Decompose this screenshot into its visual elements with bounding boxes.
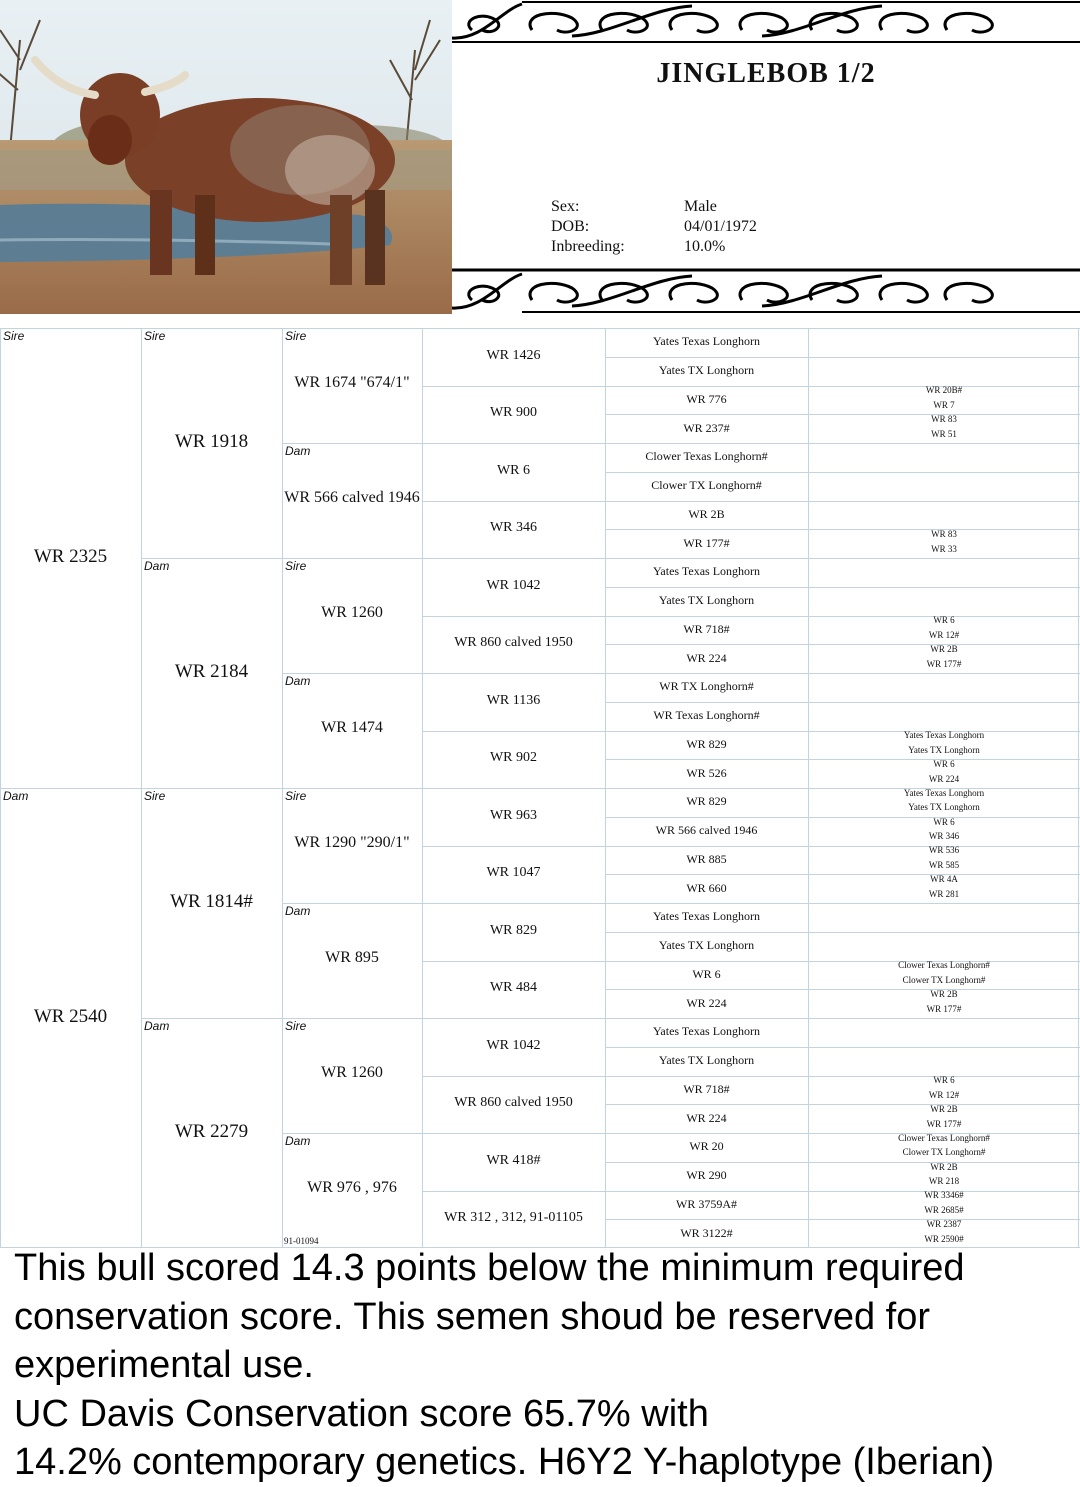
pedigree-cell-gen5: [605, 903, 808, 932]
ancestor-name: WR 177#: [926, 658, 962, 669]
grid-hline: [605, 616, 808, 617]
pedigree-cell-gen6: [808, 788, 1080, 817]
pedigree-cell-gen4: [422, 1191, 605, 1249]
pedigree-cell-gen5: [605, 874, 808, 903]
ancestor-name: Clower TX Longhorn#: [902, 974, 986, 985]
animal-name: WR 1260: [321, 603, 383, 621]
dob-label: DOB:: [551, 218, 590, 235]
pedigree-cell-gen4: [422, 1133, 605, 1191]
animal-name: WR 290: [686, 1168, 727, 1183]
grid-hline: [605, 357, 808, 358]
pedigree-cell-gen5: [605, 759, 808, 788]
pedigree-cell-gen5: [605, 702, 808, 731]
pedigree-cell-gen6: [808, 414, 1080, 443]
pedigree-cell-gen5: [605, 587, 808, 616]
animal-name: Yates Texas Longhorn: [652, 334, 761, 349]
grid-hline: [605, 501, 808, 502]
pedigree-cell-gen6: [808, 846, 1080, 875]
scroll-border-bottom-icon: [452, 268, 1080, 314]
dob-value: 04/01/1972: [684, 218, 757, 235]
pedigree-cell-gen3: [282, 903, 422, 1018]
grid-hline: [808, 1018, 1080, 1019]
sex-row: [551, 197, 757, 217]
pedigree-cell-gen5: [605, 1047, 808, 1076]
note-line: conservation score. This semen shoud be reserved for: [14, 1295, 930, 1338]
pedigree-cell-gen5: [605, 731, 808, 760]
ancestor-name: Clower TX Longhorn#: [902, 1147, 986, 1158]
pedigree-cell-gen6: [808, 1191, 1080, 1220]
pedigree-cell-gen5: [605, 1076, 808, 1105]
pedigree-cell-gen6: [808, 472, 1080, 501]
pedigree-cell-gen2: [141, 558, 282, 788]
parent-role-label: Dam: [285, 904, 311, 918]
animal-name: Yates Texas Longhorn: [652, 1024, 761, 1039]
bull-photo: [0, 0, 452, 314]
animal-name-title: JINGLEBOB 1/2: [656, 58, 876, 89]
grid-hline: [605, 731, 808, 732]
ancestor-name: WR 2B: [930, 1161, 958, 1172]
grid-hline: [808, 558, 1080, 559]
pedigree-cell-gen1: [0, 328, 141, 788]
animal-name: WR 484: [489, 980, 538, 996]
animal-name: WR 2279: [174, 1121, 249, 1142]
parent-role-label: Dam: [144, 1019, 170, 1033]
pedigree-cell-gen5: [605, 989, 808, 1018]
grid-hline: [605, 1219, 808, 1220]
pedigree-cell-gen3: [282, 1133, 422, 1248]
pedigree-cell-gen6: [808, 874, 1080, 903]
grid-hline: [422, 1076, 605, 1077]
parent-role-label: Sire: [285, 789, 307, 803]
pedigree-cell-gen5: [605, 817, 808, 846]
pedigree-cell-gen6: [808, 817, 1080, 846]
ancestor-name: WR 585: [928, 859, 960, 870]
animal-header: [452, 0, 1080, 314]
animal-name: WR 829: [686, 736, 727, 751]
pedigree-cell-gen4: [422, 1018, 605, 1076]
pedigree-cell-gen4: [422, 616, 605, 674]
animal-name: WR 1136: [486, 692, 541, 708]
note-line: This bull scored 14.3 points below the minimum required: [14, 1247, 965, 1289]
pedigree-cell-gen5: [605, 386, 808, 415]
animal-name: WR Texas Longhorn#: [653, 708, 760, 723]
ancestor-name: WR 33: [931, 543, 957, 554]
animal-name: Yates Texas Longhorn: [652, 909, 761, 924]
animal-name: WR 177#: [683, 535, 730, 550]
pedigree-cell-gen5: [605, 616, 808, 645]
animal-name: WR 566 calved 1946: [284, 488, 420, 506]
animal-name: WR 976 , 976: [307, 1178, 397, 1196]
animal-name: WR 3122#: [680, 1225, 733, 1240]
parent-role-label: Sire: [3, 329, 25, 343]
grid-hline: [808, 443, 1080, 444]
grid-hline: [808, 673, 1080, 674]
pedigree-cell-gen6: [808, 702, 1080, 731]
pedigree-cell-gen6: [808, 587, 1080, 616]
grid-hline: [422, 1191, 605, 1192]
animal-name: WR 895: [325, 948, 379, 966]
grid-hline: [808, 903, 1080, 904]
animal-name: WR 1260: [321, 1063, 383, 1081]
bull-photo-illustration: [0, 0, 452, 314]
grid-hline: [605, 1191, 808, 1192]
ancestor-name: WR 177#: [926, 1118, 962, 1129]
pedigree-cell-gen4: [422, 386, 605, 444]
pedigree-cell-gen5: [605, 1018, 808, 1047]
grid-hline: [808, 472, 1080, 473]
animal-name: WR 1674 "674/1": [294, 373, 410, 391]
pedigree-cell-gen6: [808, 903, 1080, 932]
grid-hline: [605, 874, 808, 875]
grid-hline: [808, 357, 1080, 358]
grid-hline: [605, 1104, 808, 1105]
animal-name: WR 566 calved 1946: [655, 823, 758, 838]
ancestor-name: WR 346: [928, 831, 960, 842]
ancestor-name: WR 281: [928, 888, 960, 899]
pedigree-cell-gen5: [605, 788, 808, 817]
grid-hline: [605, 1162, 808, 1163]
animal-name: Clower Texas Longhorn#: [645, 449, 768, 464]
pedigree-cell-gen5: [605, 328, 808, 357]
pedigree-cell-gen6: [808, 1018, 1080, 1047]
pedigree-cell-gen5: [605, 1133, 808, 1162]
animal-name: WR 20: [689, 1139, 724, 1154]
grid-hline: [605, 673, 808, 674]
pedigree-chart: [0, 328, 1080, 1248]
pedigree-cell-gen2: [141, 328, 282, 558]
pedigree-cell-gen6: [808, 989, 1080, 1018]
ancestor-name: WR 2685#: [924, 1204, 964, 1215]
animal-name: WR 224: [686, 650, 727, 665]
pedigree-cell-gen6: [808, 759, 1080, 788]
grid-hline: [422, 903, 605, 904]
grid-hline: [422, 731, 605, 732]
animal-name: Yates Texas Longhorn: [652, 564, 761, 579]
grid-hline: [422, 788, 605, 789]
animal-name: WR 660: [686, 880, 727, 895]
grid-hline: [605, 414, 808, 415]
pedigree-cell-gen5: [605, 846, 808, 875]
ancestor-name: Clower Texas Longhorn#: [898, 960, 990, 971]
animal-name: WR 224: [686, 1110, 727, 1125]
scroll-border-top-icon: [452, 0, 1080, 46]
parent-role-label: Sire: [285, 559, 307, 573]
ancestor-name: WR 2590#: [924, 1233, 964, 1244]
grid-hline: [605, 644, 808, 645]
ancestor-name: WR 7: [933, 399, 955, 410]
animal-name: Clower TX Longhorn#: [651, 478, 762, 493]
ancestor-name: Yates Texas Longhorn: [903, 730, 985, 741]
ancestor-name: WR 3346#: [924, 1190, 964, 1201]
animal-name: WR 1042: [486, 577, 541, 593]
animal-name: WR 900: [489, 405, 538, 421]
ancestor-name: WR 536: [928, 845, 960, 856]
grid-hline: [422, 386, 605, 387]
pedigree-cell-gen6: [808, 932, 1080, 961]
pedigree-cell-gen5: [605, 1104, 808, 1133]
grid-hline: [422, 501, 605, 502]
pedigree-cell-gen5: [605, 414, 808, 443]
animal-name: WR 1814#: [170, 891, 253, 912]
pedigree-cell-gen2: [141, 1018, 282, 1248]
animal-name: WR 2B: [688, 506, 725, 521]
pedigree-cell-gen3: [282, 1018, 422, 1133]
grid-hline: [605, 759, 808, 760]
grid-hline: [605, 903, 808, 904]
grid-hline: [605, 587, 808, 588]
note-line: experimental use.: [14, 1344, 314, 1386]
animal-name: WR 1047: [486, 865, 541, 881]
inbreeding-value: 10.0%: [684, 238, 726, 255]
ancestor-name: Clower Texas Longhorn#: [898, 1132, 990, 1143]
pedigree-cell-gen5: [605, 443, 808, 472]
pedigree-cell-gen5: [605, 673, 808, 702]
grid-hline: [605, 1076, 808, 1077]
pedigree-cell-gen6: [808, 328, 1080, 357]
animal-name: WR 963: [489, 807, 538, 823]
ancestor-name: WR 2B: [930, 644, 958, 655]
grid-hline: [605, 443, 808, 444]
animal-info: [551, 197, 757, 257]
grid-hline: [422, 1018, 605, 1019]
grid-hline: [605, 788, 808, 789]
animal-name: WR 224: [686, 995, 727, 1010]
pedigree-cell-gen6: [808, 501, 1080, 530]
ancestor-name: WR 6: [933, 615, 955, 626]
parent-role-label: Sire: [144, 329, 166, 343]
animal-name: WR 6: [692, 966, 721, 981]
pedigree-cell-gen1: [0, 788, 141, 1248]
ancestor-name: WR 51: [931, 428, 957, 439]
parent-role-label: Dam: [144, 559, 170, 573]
pedigree-cell-gen4: [422, 443, 605, 501]
grid-hline: [422, 616, 605, 617]
grid-hline: [605, 989, 808, 990]
ancestor-name: WR 6: [933, 1075, 955, 1086]
animal-name: Yates TX Longhorn: [658, 593, 755, 608]
animal-name: WR 1426: [486, 347, 541, 363]
grid-hline: [605, 1133, 808, 1134]
grid-hline: [808, 587, 1080, 588]
grid-hline: [808, 501, 1080, 502]
animal-name: Yates TX Longhorn: [658, 1053, 755, 1068]
pedigree-cell-gen5: [605, 932, 808, 961]
pedigree-cell-gen3: [282, 788, 422, 903]
grid-hline: [422, 1133, 605, 1134]
grid-hline: [605, 529, 808, 530]
pedigree-cell-gen6: [808, 357, 1080, 386]
animal-name: WR 6: [496, 462, 531, 478]
animal-name: WR TX Longhorn#: [659, 679, 754, 694]
grid-hline: [422, 961, 605, 962]
animal-name: Yates TX Longhorn: [658, 363, 755, 378]
ancestor-name: Yates TX Longhorn: [908, 744, 980, 755]
grid-hline: [808, 702, 1080, 703]
pedigree-cell-gen6: [808, 1047, 1080, 1076]
pedigree-cell-gen3: [282, 328, 422, 443]
pedigree-cell-gen3: [282, 558, 422, 673]
grid-hline: [605, 932, 808, 933]
pedigree-cell-gen6: [808, 731, 1080, 760]
parent-role-label: Sire: [285, 1019, 307, 1033]
grid-hline: [422, 673, 605, 674]
grid-hline: [605, 1018, 808, 1019]
pedigree-cell-gen5: [605, 558, 808, 587]
pedigree-cell-gen4: [422, 673, 605, 731]
sex-label: Sex:: [551, 198, 580, 215]
sex-value: Male: [684, 198, 717, 215]
ancestor-name: WR 6: [933, 816, 955, 827]
pedigree-cell-gen4: [422, 501, 605, 559]
parent-role-label: Dam: [3, 789, 29, 803]
animal-name: Yates TX Longhorn: [658, 938, 755, 953]
grid-hline: [605, 817, 808, 818]
ancestor-name: WR 20B#: [925, 385, 963, 396]
ancestor-name: WR 2B: [930, 989, 958, 1000]
registration-note: 91-01094: [284, 1236, 319, 1246]
animal-name: WR 776: [686, 391, 727, 406]
animal-name: WR 237#: [683, 420, 730, 435]
ancestor-name: Yates Texas Longhorn: [903, 787, 985, 798]
inbreeding-row: [551, 237, 757, 257]
animal-name: WR 1474: [321, 718, 383, 736]
animal-name: WR 2184: [174, 661, 249, 682]
pedigree-cell-gen5: [605, 961, 808, 990]
pedigree-cell-gen5: [605, 1162, 808, 1191]
parent-role-label: Sire: [285, 329, 307, 343]
grid-hline: [605, 961, 808, 962]
pedigree-cell-gen6: [808, 1076, 1080, 1105]
animal-name: WR 902: [489, 750, 538, 766]
animal-name: WR 860 calved 1950: [454, 1095, 573, 1111]
pedigree-cell-gen4: [422, 961, 605, 1019]
ancestor-name: WR 2387: [926, 1219, 962, 1230]
ancestor-name: WR 12#: [928, 629, 960, 640]
animal-name: WR 1918: [174, 431, 249, 452]
animal-name: WR 3759A#: [676, 1196, 737, 1211]
pedigree-cell-gen4: [422, 788, 605, 846]
grid-hline: [422, 558, 605, 559]
ancestor-name: WR 218: [928, 1176, 960, 1187]
grid-hline: [605, 1047, 808, 1048]
grid-hline: [605, 472, 808, 473]
grid-hline: [808, 1047, 1080, 1048]
pedigree-cell-gen5: [605, 357, 808, 386]
pedigree-cell-gen4: [422, 1076, 605, 1134]
pedigree-cell-gen6: [808, 616, 1080, 645]
ancestor-name: WR 4A: [930, 874, 958, 885]
animal-name: WR 526: [686, 765, 727, 780]
animal-name: WR 860 calved 1950: [454, 635, 573, 651]
pedigree-cell-gen3: [282, 443, 422, 558]
animal-name: WR 346: [489, 520, 538, 536]
pedigree-cell-gen5: [605, 501, 808, 530]
ancestor-name: WR 2B: [930, 1104, 958, 1115]
pedigree-cell-gen3: [282, 673, 422, 788]
ancestor-name: WR 12#: [928, 1089, 960, 1100]
animal-name: WR 885: [686, 851, 727, 866]
parent-role-label: Dam: [285, 1134, 311, 1148]
ancestor-name: Yates TX Longhorn: [908, 802, 980, 813]
grid-hline: [605, 702, 808, 703]
inbreeding-label: Inbreeding:: [551, 238, 625, 255]
pedigree-cell-gen6: [808, 386, 1080, 415]
pedigree-cell-gen5: [605, 529, 808, 558]
grid-hline: [422, 846, 605, 847]
grid-hline: [605, 386, 808, 387]
ancestor-name: WR 177#: [926, 1003, 962, 1014]
animal-name: WR 2325: [33, 546, 108, 567]
pedigree-cell-gen4: [422, 846, 605, 904]
pedigree-cell-gen4: [422, 558, 605, 616]
pedigree-cell-gen6: [808, 529, 1080, 558]
pedigree-cell-gen4: [422, 731, 605, 789]
pedigree-cell-gen6: [808, 1162, 1080, 1191]
animal-name: WR 718#: [683, 621, 730, 636]
ancestor-name: WR 83: [931, 414, 957, 425]
animal-name: WR 829: [489, 922, 538, 938]
ancestor-name: WR 6: [933, 759, 955, 770]
pedigree-cell-gen5: [605, 472, 808, 501]
grid-hline: [605, 846, 808, 847]
pedigree-cell-gen6: [808, 673, 1080, 702]
grid-hline: [605, 558, 808, 559]
pedigree-cell-gen4: [422, 328, 605, 386]
grid-hline: [422, 443, 605, 444]
pedigree-cell-gen6: [808, 961, 1080, 990]
conservation-notes: [14, 1244, 1074, 1487]
pedigree-cell-gen6: [808, 644, 1080, 673]
pedigree-cell-gen6: [808, 443, 1080, 472]
pedigree-cell-gen6: [808, 558, 1080, 587]
animal-name: WR 829: [686, 794, 727, 809]
animal-name: WR 2540: [33, 1006, 108, 1027]
note-line: 14.2% contemporary genetics. H6Y2 Y-haplotype (Iberian): [14, 1441, 995, 1483]
pedigree-cell-gen4: [422, 903, 605, 961]
animal-name: WR 1042: [486, 1037, 541, 1053]
grid-hline: [808, 932, 1080, 933]
dob-row: [551, 217, 757, 237]
animal-name: WR 418#: [486, 1152, 541, 1168]
ancestor-name: WR 83: [931, 529, 957, 540]
pedigree-cell-gen6: [808, 1104, 1080, 1133]
note-line: UC Davis Conservation score 65.7% with: [14, 1392, 709, 1435]
parent-role-label: Sire: [144, 789, 166, 803]
animal-name: WR 718#: [683, 1081, 730, 1096]
parent-role-label: Dam: [285, 444, 311, 458]
animal-name: WR 1290 "290/1": [294, 833, 410, 851]
pedigree-cell-gen6: [808, 1133, 1080, 1162]
pedigree-cell-gen5: [605, 1191, 808, 1220]
pedigree-cell-gen5: [605, 644, 808, 673]
pedigree-cell-gen2: [141, 788, 282, 1018]
ancestor-name: WR 224: [928, 773, 960, 784]
parent-role-label: Dam: [285, 674, 311, 688]
animal-name: WR 312 , 312, 91-01105: [444, 1210, 583, 1226]
